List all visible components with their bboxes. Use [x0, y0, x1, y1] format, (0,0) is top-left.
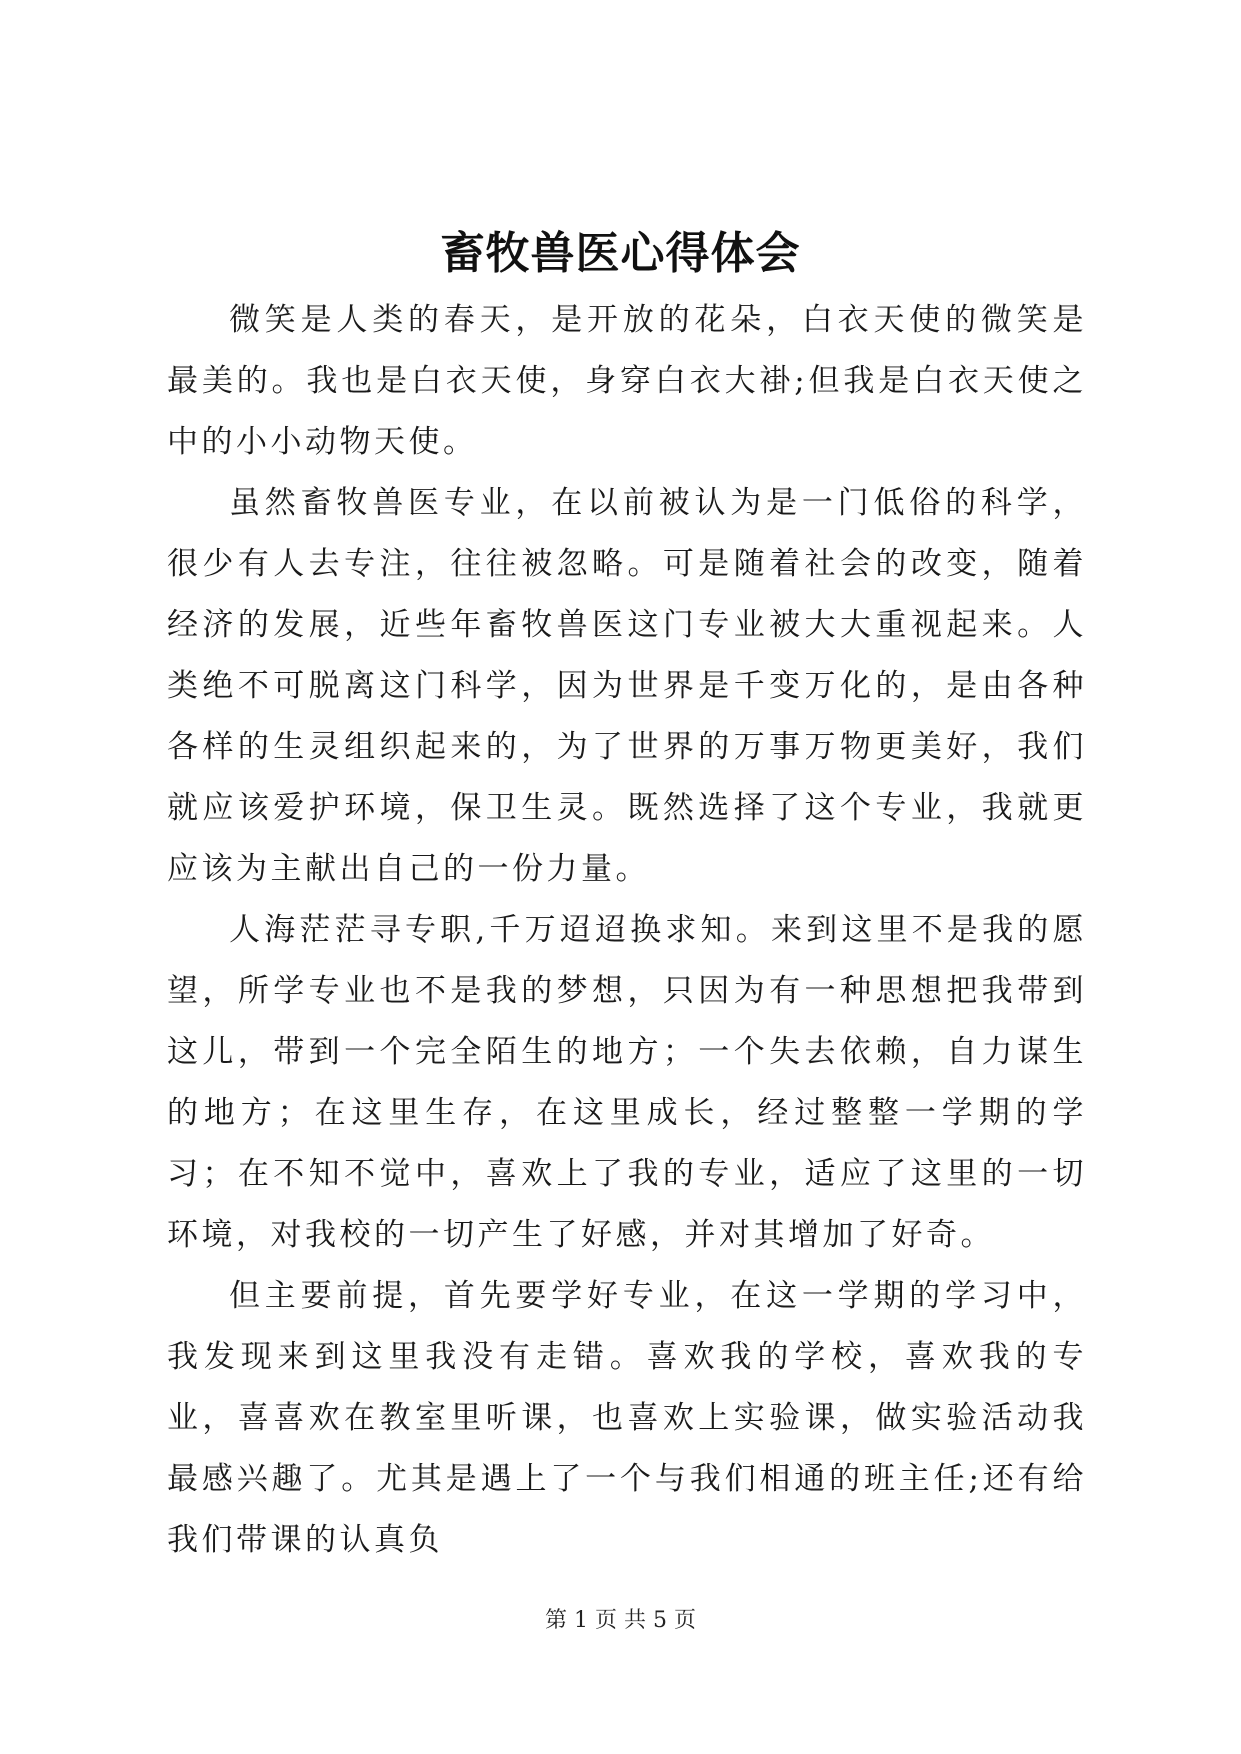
document-title: 畜牧兽医心得体会: [440, 228, 801, 279]
page-footer: 第 1 页 共 5 页: [545, 1608, 696, 1633]
paragraph-3: 人海茫茫寻专职,千万迢迢换求知。来到这里不是我的愿望，所学专业也不是我的梦想，只因为有一种思想把我带到这儿，带到一个完全陌生的地方；一个失去依赖，自力谋生的地方；在这里生存，在这里成长，经过整整一学期的学习；在不知不觉中，喜欢上了我的专业，适应了这里的一切环境，对我校的一切产生了好感，并对其增加了好奇。: [167, 912, 1087, 1253]
document-body: [167, 290, 1087, 1571]
paragraph-2: 虽然畜牧兽医专业，在以前被认为是一门低俗的科学，很少有人去专注，往往被忽略。可是随着社会的改变，随着经济的发展，近些年畜牧兽医这门专业被大大重视起来。人类绝不可脱离这门科学，因为世界是千变万化的，是由各种各样的生灵组织起来的，为了世界的万事万物更美好，我们就应该爱护环境，保卫生灵。既然选择了这个专业，我就更应该为主献出自己的一份力量。: [167, 485, 1087, 887]
paragraph-1: 微笑是人类的春天，是开放的花朵，白衣天使的微笑是最美的。我也是白衣天使，身穿白衣大褂;但我是白衣天使之中的小小动物天使。: [167, 302, 1087, 460]
paragraph-4: 但主要前提，首先要学好专业，在这一学期的学习中，我发现来到这里我没有走错。喜欢我的学校，喜欢我的专业，喜喜欢在教室里听课，也喜欢上实验课，做实验活动我最感兴趣了。尤其是遇上了一个与我们相通的班主任;还有给我们带课的认真负: [167, 1278, 1087, 1558]
